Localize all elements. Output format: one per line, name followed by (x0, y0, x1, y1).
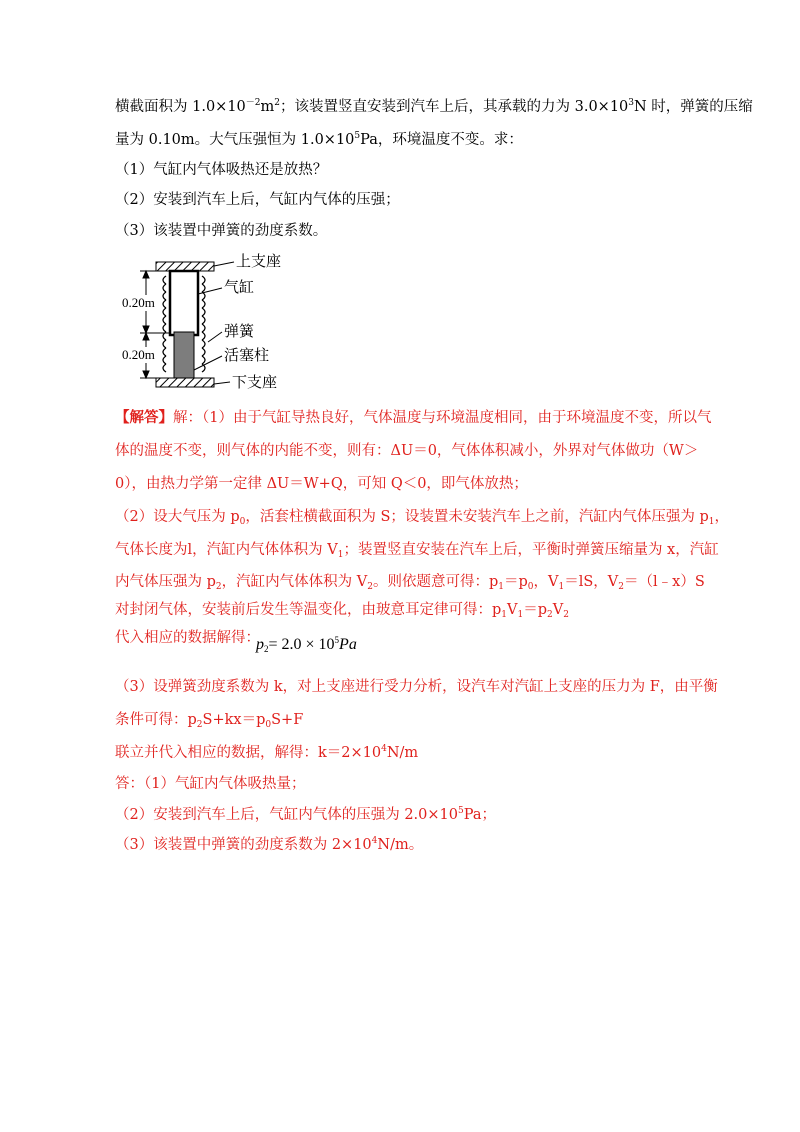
subscript: 2 (618, 582, 624, 592)
label-cylinder: 气缸 (224, 278, 255, 296)
question-3: （3）该装置中弹簧的劲度系数。 (115, 223, 328, 239)
text: （3）该装置中弹簧的劲度系数为 2×10 (115, 837, 372, 853)
subscript: 2 (264, 644, 269, 654)
label-spring: 弹簧 (224, 322, 255, 340)
subscript: 1 (517, 610, 524, 620)
superscript: 4 (381, 744, 387, 754)
piston-rod (174, 332, 194, 378)
text: m (260, 99, 275, 115)
subscript: 2 (367, 582, 373, 592)
subscript: 1 (558, 582, 565, 592)
label-top-support: 上支座 (236, 252, 282, 270)
subscript: 1 (708, 517, 715, 527)
question-1: （1）气缸内气体吸热还是放热？ (115, 162, 328, 178)
text: ＝（l﹣x）S (624, 574, 705, 590)
superscript: －2 (245, 98, 261, 108)
problem-line-2 (115, 130, 523, 150)
answer-line-2 (115, 805, 496, 825)
subscript: 1 (498, 582, 504, 592)
text: 联立并代入相应的数据，解得：k＝2×10 (115, 745, 382, 761)
text: Pa，环境温度不变。求： (360, 132, 523, 148)
text: N 时，弹簧的压缩 (634, 99, 753, 115)
formula-p2 (256, 636, 357, 654)
answer-tag: 【解答】 (115, 409, 173, 426)
superscript: 4 (371, 836, 378, 846)
text: 条件可得：p (115, 712, 197, 728)
text: N/m (386, 745, 419, 761)
bottom-support (156, 378, 214, 387)
text: 量为 0.10m。大气压强恒为 1.0×10 (115, 132, 355, 148)
text: S+kx＝p (202, 712, 266, 728)
text: ，V (533, 574, 559, 590)
text: Pa； (463, 807, 496, 823)
text: ＝lS，V (564, 574, 619, 590)
superscript: 5 (458, 806, 464, 816)
solution-line-3: 0），由热力学第一定律 ΔU＝W+Q，可知 Q＜0，即气体放热； (115, 476, 528, 492)
text: V (552, 602, 564, 618)
solution-line-11 (115, 743, 418, 763)
subscript: 0 (265, 720, 272, 730)
text: N/m。 (377, 837, 424, 853)
text: 。则依题意可得：p (372, 574, 499, 590)
dim-upper: 0.20m (122, 295, 155, 310)
text: （2）安装到汽车上后，气缸内气体的压强为 2.0×10 (115, 807, 458, 823)
solution-line-8: 代入相应的数据解得： (115, 630, 260, 646)
answer-line-1: 答：（1）气缸内气体吸热量； (115, 776, 306, 792)
text: 对封闭气体，安装前后发生等温变化，由玻意耳定律可得：p (115, 602, 502, 618)
label-piston: 活塞柱 (224, 346, 270, 364)
text: 气体长度为l，汽缸内气体体积为 V (115, 542, 338, 558)
problem-line-1 (115, 97, 753, 117)
subscript: 2 (215, 582, 222, 592)
solution-line-9: （3）设弹簧劲度系数为 k，对上支座进行受力分析，设汽车对汽缸上支座的压力为 F，由平衡 (115, 679, 718, 695)
text: （2）设大气压为 p (115, 509, 240, 525)
text: 横截面积为 1.0×10 (115, 99, 246, 115)
text: ，汽缸内气体体积为 V (221, 574, 368, 590)
superscript: 5 (334, 635, 340, 645)
superscript: 5 (354, 131, 361, 141)
formula-value: = 2.0 × 10 (268, 636, 335, 653)
formula-var: p (256, 636, 264, 653)
dim-lower: 0.20m (122, 347, 155, 362)
solution-line-5 (115, 540, 719, 560)
subscript: 1 (501, 610, 508, 620)
text: S+F (271, 712, 304, 728)
top-support (156, 262, 214, 271)
solution-line-10 (115, 710, 303, 730)
text: ， (714, 509, 730, 525)
solution-line-1 (115, 408, 711, 428)
solution-line-4 (115, 507, 729, 527)
label-bottom-support: 下支座 (232, 373, 278, 391)
text: ＝p (523, 602, 548, 618)
text: ；装置竖直安装在汽车上后，平衡时弹簧压缩量为 x，汽缸 (343, 542, 719, 558)
subscript: 0 (239, 517, 246, 527)
text: 解：（1）由于气缸导热良好，气体温度与环境温度相同，由于环境温度不变，所以气 (173, 410, 712, 426)
cylinder (170, 271, 198, 335)
superscript: 3 (628, 98, 635, 108)
subscript: 0 (527, 582, 534, 592)
formula-unit: Pa (339, 636, 357, 653)
subscript: 2 (196, 720, 203, 730)
text: ；该装置竖直安装到汽车上后，其承载的力为 3.0×10 (280, 99, 629, 115)
suspension-figure (118, 250, 318, 395)
question-2: （2）安装到汽车上后，气缸内气体的压强； (115, 192, 400, 208)
subscript: 1 (337, 550, 344, 560)
subscript: 2 (563, 610, 569, 620)
text: ＝p (503, 574, 528, 590)
solution-line-7 (115, 600, 569, 620)
subscript: 2 (547, 610, 553, 620)
solution-line-6 (115, 572, 705, 592)
answer-line-3 (115, 835, 423, 855)
text: 内气体压强为 p (115, 574, 216, 590)
text: ，活套柱横截面积为 S；设装置未安装汽车上之前，汽缸内气体压强为 p (245, 509, 709, 525)
text: V (507, 602, 518, 618)
solution-line-2: 体的温度不变，则气体的内能不变，则有：ΔU＝0，气体体积减小，外界对气体做功（W＞ (115, 443, 699, 459)
superscript: 2 (274, 98, 280, 108)
